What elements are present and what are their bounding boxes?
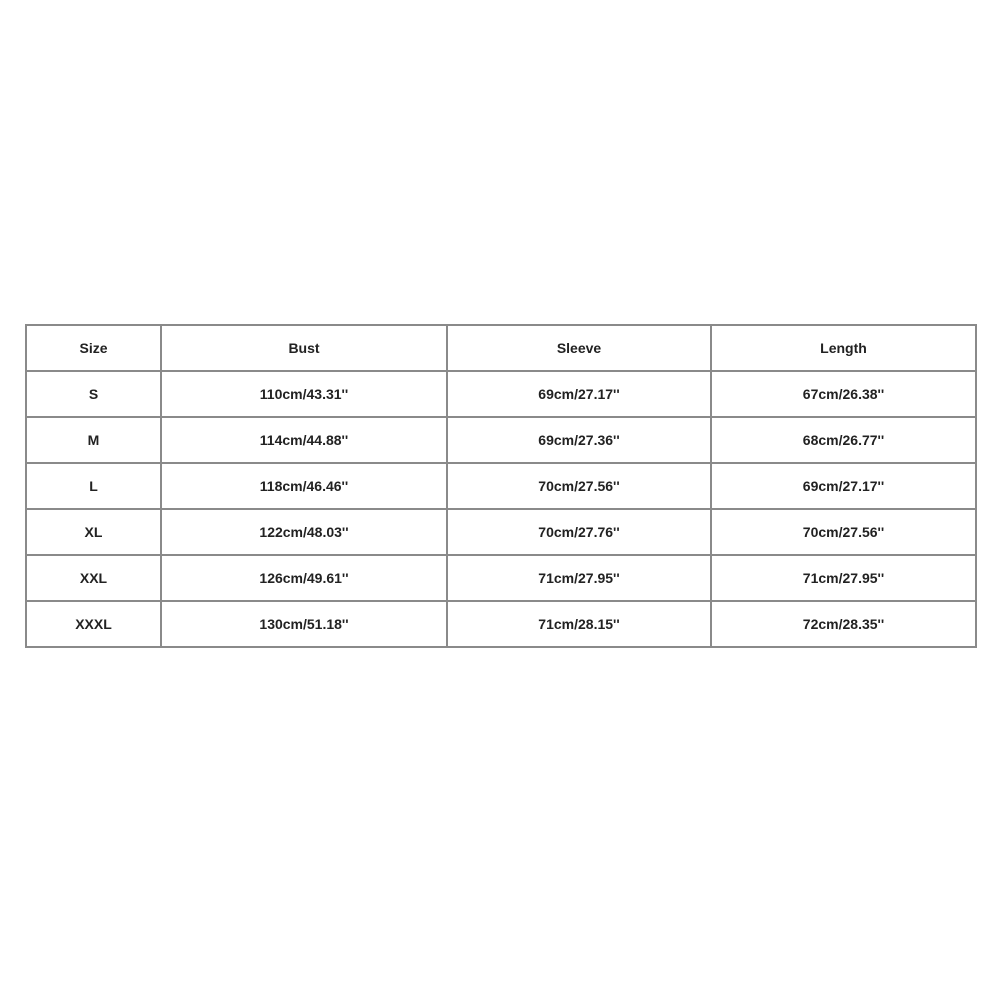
header-bust: Bust [161, 325, 447, 371]
bust-cell: 126cm/49.61'' [161, 555, 447, 601]
size-cell: M [26, 417, 161, 463]
length-cell: 68cm/26.77'' [711, 417, 976, 463]
table-row [26, 463, 976, 509]
header-sleeve: Sleeve [447, 325, 711, 371]
bust-cell: 118cm/46.46'' [161, 463, 447, 509]
header-size: Size [26, 325, 161, 371]
sleeve-cell: 69cm/27.36'' [447, 417, 711, 463]
bust-cell: 110cm/43.31'' [161, 371, 447, 417]
sleeve-cell: 69cm/27.17'' [447, 371, 711, 417]
length-cell: 70cm/27.56'' [711, 509, 976, 555]
size-cell: XXL [26, 555, 161, 601]
bust-cell: 114cm/44.88'' [161, 417, 447, 463]
bust-cell: 122cm/48.03'' [161, 509, 447, 555]
table-row [26, 601, 976, 647]
header-length: Length [711, 325, 976, 371]
table-row [26, 417, 976, 463]
length-cell: 69cm/27.17'' [711, 463, 976, 509]
table-row [26, 371, 976, 417]
table-row [26, 509, 976, 555]
length-cell: 71cm/27.95'' [711, 555, 976, 601]
size-cell: S [26, 371, 161, 417]
bust-cell: 130cm/51.18'' [161, 601, 447, 647]
sleeve-cell: 70cm/27.76'' [447, 509, 711, 555]
sleeve-cell: 71cm/27.95'' [447, 555, 711, 601]
header-row [26, 325, 976, 371]
table-row [26, 555, 976, 601]
length-cell: 67cm/26.38'' [711, 371, 976, 417]
size-cell: XL [26, 509, 161, 555]
size-chart-table [25, 324, 977, 648]
size-cell: XXXL [26, 601, 161, 647]
sleeve-cell: 71cm/28.15'' [447, 601, 711, 647]
length-cell: 72cm/28.35'' [711, 601, 976, 647]
size-cell: L [26, 463, 161, 509]
sleeve-cell: 70cm/27.56'' [447, 463, 711, 509]
